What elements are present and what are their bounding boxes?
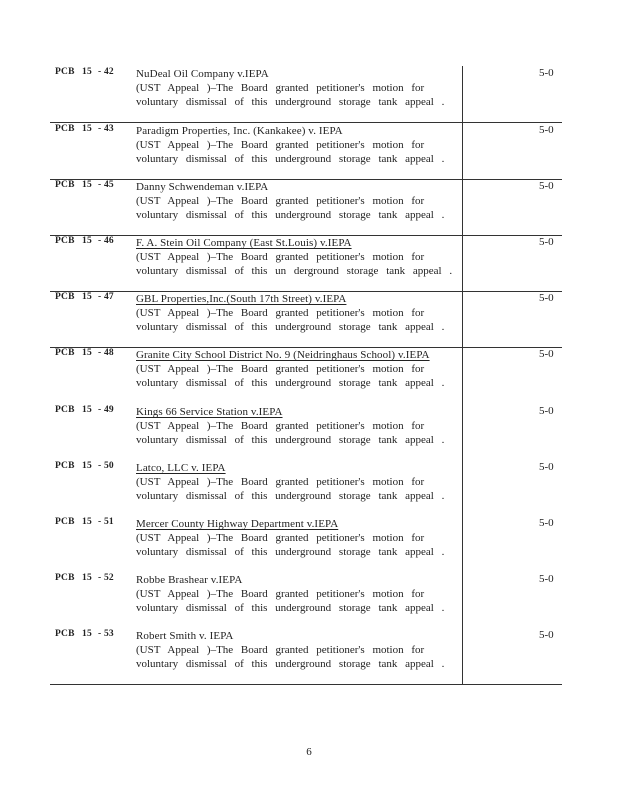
vote-result: 5-0 [539, 236, 554, 248]
case-number [55, 405, 114, 415]
case-prefix: PCB [55, 67, 75, 77]
case-prefix: PCB [55, 292, 75, 302]
case-number [55, 461, 114, 471]
case-num: - 43 [98, 124, 114, 134]
case-title: Granite City School District No. 9 (Neidringhaus School) v.IEPA [136, 349, 430, 361]
case-summary-line2: voluntary dismissal of this underground storage tank appeal . [136, 209, 445, 221]
case-prefix: PCB [55, 236, 75, 246]
case-description [136, 236, 461, 278]
case-description [136, 517, 461, 559]
vote-result: 5-0 [539, 292, 554, 304]
vote-result: 5-0 [539, 461, 554, 473]
case-num: - 50 [98, 461, 114, 471]
case-num: - 49 [98, 405, 114, 415]
table-row [50, 291, 562, 347]
case-summary-line1: (UST Appeal )–The Board granted petitioner's motion for [136, 195, 425, 207]
case-number [55, 236, 114, 246]
case-summary-line2: voluntary dismissal of this underground storage tank appeal . [136, 602, 445, 614]
table-row [50, 572, 562, 628]
vote-result: 5-0 [539, 67, 554, 79]
case-description [136, 629, 461, 671]
table-row [50, 516, 562, 572]
table-row [50, 66, 562, 122]
case-summary-line2: voluntary dismissal of this underground storage tank appeal . [136, 658, 445, 670]
case-summary-line1: (UST Appeal )–The Board granted petitioner's motion for [136, 363, 425, 375]
case-summary-line2: voluntary dismissal of this underground storage tank appeal . [136, 321, 445, 333]
case-summary-line2: voluntary dismissal of this underground storage tank appeal . [136, 377, 445, 389]
table-row [50, 628, 562, 684]
case-number [55, 67, 114, 77]
case-title: Danny Schwendeman v.IEPA [136, 181, 269, 193]
case-summary-line2: voluntary dismissal of this underground storage tank appeal . [136, 434, 445, 446]
case-year: 15 [82, 67, 92, 77]
case-title: Robert Smith v. IEPA [136, 630, 234, 642]
case-description [136, 405, 461, 447]
case-year: 15 [82, 348, 92, 358]
case-description [136, 348, 461, 390]
case-prefix: PCB [55, 405, 75, 415]
case-prefix: PCB [55, 573, 75, 583]
case-summary-line2: voluntary dismissal of this underground storage tank appeal . [136, 546, 445, 558]
case-description [136, 461, 461, 503]
page-number: 6 [306, 746, 312, 758]
vote-result: 5-0 [539, 405, 554, 417]
table-row [50, 235, 562, 291]
case-number [55, 292, 114, 302]
case-year: 15 [82, 292, 92, 302]
case-title: GBL Properties,Inc.(South 17th Street) v.IEPA [136, 293, 347, 305]
case-number [55, 517, 114, 527]
case-year: 15 [82, 405, 92, 415]
case-number [55, 180, 114, 190]
case-summary-line1: (UST Appeal )–The Board granted petitioner's motion for [136, 307, 425, 319]
case-description [136, 573, 461, 615]
case-year: 15 [82, 517, 92, 527]
case-description [136, 67, 461, 109]
case-num: - 53 [98, 629, 114, 639]
vote-result: 5-0 [539, 517, 554, 529]
case-title: Paradigm Properties, Inc. (Kankakee) v. IEPA [136, 125, 343, 137]
table-row [50, 404, 562, 460]
case-year: 15 [82, 629, 92, 639]
case-summary-line1: (UST Appeal )–The Board granted petitioner's motion for [136, 644, 425, 656]
vote-result: 5-0 [539, 348, 554, 360]
case-description [136, 180, 461, 222]
case-year: 15 [82, 124, 92, 134]
case-summary-line1: (UST Appeal )–The Board granted petitioner's motion for [136, 476, 425, 488]
case-prefix: PCB [55, 629, 75, 639]
case-summary-line1: (UST Appeal )–The Board granted petitioner's motion for [136, 251, 425, 263]
vote-result: 5-0 [539, 124, 554, 136]
case-summary-line1: (UST Appeal )–The Board granted petitioner's motion for [136, 139, 425, 151]
case-summary-line2: voluntary dismissal of this un derground storage tank appeal . [136, 265, 453, 277]
case-prefix: PCB [55, 180, 75, 190]
case-number [55, 573, 114, 583]
case-num: - 48 [98, 348, 114, 358]
case-description [136, 292, 461, 334]
case-title: NuDeal Oil Company v.IEPA [136, 68, 269, 80]
case-summary-line1: (UST Appeal )–The Board granted petitioner's motion for [136, 588, 425, 600]
case-title: Mercer County Highway Department v.IEPA [136, 518, 339, 530]
case-num: - 45 [98, 180, 114, 190]
case-description [136, 124, 461, 166]
case-summary-line1: (UST Appeal )–The Board granted petitioner's motion for [136, 420, 425, 432]
case-year: 15 [82, 461, 92, 471]
case-num: - 51 [98, 517, 114, 527]
case-year: 15 [82, 236, 92, 246]
table-bottom-rule [50, 684, 562, 685]
case-summary-line2: voluntary dismissal of this underground storage tank appeal . [136, 490, 445, 502]
table-row [50, 460, 562, 516]
case-prefix: PCB [55, 124, 75, 134]
vote-result: 5-0 [539, 573, 554, 585]
case-prefix: PCB [55, 517, 75, 527]
vote-result: 5-0 [539, 629, 554, 641]
case-title: Kings 66 Service Station v.IEPA [136, 406, 283, 418]
case-num: - 46 [98, 236, 114, 246]
decisions-table [50, 66, 562, 686]
case-num: - 47 [98, 292, 114, 302]
case-number [55, 348, 114, 358]
case-title: F. A. Stein Oil Company (East St.Louis) v.IEPA [136, 237, 352, 249]
vote-result: 5-0 [539, 180, 554, 192]
case-num: - 42 [98, 67, 114, 77]
case-summary-line2: voluntary dismissal of this underground storage tank appeal . [136, 96, 445, 108]
table-row [50, 179, 562, 235]
case-title: Latco, LLC v. IEPA [136, 462, 226, 474]
case-year: 15 [82, 573, 92, 583]
table-row [50, 123, 562, 179]
case-prefix: PCB [55, 348, 75, 358]
case-summary-line2: voluntary dismissal of this underground storage tank appeal . [136, 153, 445, 165]
case-summary-line1: (UST Appeal )–The Board granted petitioner's motion for [136, 532, 425, 544]
case-number [55, 629, 114, 639]
case-title: Robbe Brashear v.IEPA [136, 574, 243, 586]
case-num: - 52 [98, 573, 114, 583]
case-summary-line1: (UST Appeal )–The Board granted petitioner's motion for [136, 82, 425, 94]
case-prefix: PCB [55, 461, 75, 471]
case-year: 15 [82, 180, 92, 190]
table-row [50, 347, 562, 403]
case-number [55, 124, 114, 134]
